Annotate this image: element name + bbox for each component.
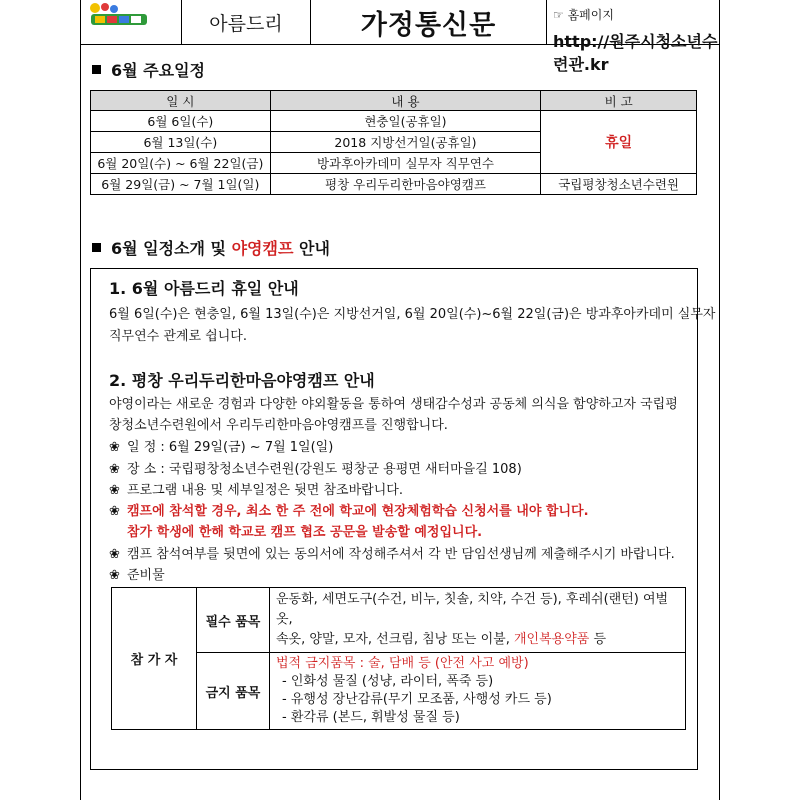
flower-bullet-icon: ❀ — [109, 568, 120, 583]
list-item — [109, 500, 589, 519]
program-line: 프로그램 내용 및 세부일정은 뒷면 참조바랍니다. — [127, 483, 403, 498]
section-title-notice — [92, 236, 330, 259]
supplies-table — [111, 587, 686, 730]
homepage-block — [547, 0, 719, 74]
list-item — [109, 436, 333, 455]
header-content: 내 용 — [270, 91, 541, 111]
notice-paragraph: 직무연수 관계로 쉽니다. — [109, 329, 247, 344]
square-bullet-icon — [92, 243, 101, 252]
schedule-line: 일 정 : 6월 29일(금) ~ 7월 1일(일) — [127, 440, 334, 455]
table-row — [112, 653, 686, 730]
table-header-row — [91, 91, 697, 111]
logo-image — [85, 2, 155, 26]
required-text: 등 — [589, 632, 607, 647]
list-item — [109, 543, 675, 562]
table-row — [91, 111, 697, 132]
notice-heading-2: 2. 평창 우리두리한마음야영캠프 안내 — [109, 371, 375, 390]
required-line: 운동화, 세면도구(수건, 비누, 칫솔, 치약, 수건 등), 후레쉬(랜턴) 여벌옷, — [276, 592, 669, 627]
location-line: 장 소 : 국립평창청소년수련원(강원도 평창군 용평면 새터마을길 108) — [127, 462, 522, 477]
warning-line: 캠프에 참석할 경우, 최소 한 주 전에 학교에 현장체험학습 신청서를 내야 합니다. — [127, 504, 589, 519]
row-content: 2018 지방선거일(공휴일) — [270, 132, 541, 153]
section-title-schedule — [92, 58, 205, 81]
homepage-url[interactable]: http://원주시청소년수련관.kr — [553, 32, 718, 74]
document-title: 가정통신문 — [311, 0, 547, 44]
holiday-note: 휴일 — [541, 111, 697, 174]
required-text: 속옷, 양말, 모자, 선크림, 침낭 또는 이불, — [276, 632, 514, 647]
row-date: 6월 6일(수) — [91, 111, 271, 132]
required-highlight: 개인복용약품 — [513, 632, 590, 647]
row-content: 방과후아카데미 실무자 직무연수 — [270, 153, 541, 174]
square-bullet-icon — [92, 65, 101, 74]
forbidden-line: - 환각류 (본드, 휘발성 물질 등) — [282, 710, 460, 725]
forbidden-line: - 유행성 장난감류(무기 모조품, 사행성 카드 등) — [282, 692, 552, 707]
notice-box — [90, 268, 716, 770]
row-date: 6월 20일(수) ~ 6월 22일(금) — [91, 153, 271, 174]
supplies-line: 준비물 — [127, 568, 165, 583]
notice-paragraph: 창청소년수련원에서 우리두리한마음야영캠프를 진행합니다. — [109, 418, 448, 433]
homepage-label: ☞ 홈페이지 — [553, 8, 614, 22]
flower-bullet-icon: ❀ — [109, 547, 120, 562]
required-label: 필수 품목 — [197, 588, 270, 653]
section-title-text: 6월 일정소개 및 — [111, 239, 232, 258]
row-date: 6월 13일(수) — [91, 132, 271, 153]
section-title-highlight: 야영캠프 — [231, 239, 294, 258]
forbidden-line: 법적 금지품목 : 술, 담배 등 (안전 사고 예방) — [276, 656, 529, 671]
list-item — [109, 458, 522, 477]
required-items — [270, 588, 686, 653]
table-row — [91, 174, 697, 195]
schedule-table — [90, 90, 697, 195]
section-title-text: 안내 — [293, 239, 330, 258]
org-name: 아름드리 — [182, 0, 311, 44]
forbidden-items — [270, 653, 686, 730]
participant-cell: 참 가 자 — [112, 588, 197, 730]
flower-bullet-icon: ❀ — [109, 440, 120, 455]
header-note: 비 고 — [541, 91, 697, 111]
required-line — [276, 630, 679, 650]
row-content: 현충일(공휴일) — [270, 111, 541, 132]
notice-paragraph: 야영이라는 새로운 경험과 다양한 야외활동을 통하여 생태감수성과 공동체 의식을 함양하고자 국립평 — [109, 397, 678, 412]
flower-bullet-icon: ❀ — [109, 462, 120, 477]
list-item — [109, 564, 165, 583]
section-title-text: 6월 주요일정 — [111, 61, 205, 80]
notice-heading-1: 1. 6월 아름드리 휴일 안내 — [109, 279, 299, 298]
consent-line: 캠프 참석여부를 뒷면에 있는 동의서에 작성해주셔서 각 반 담임선생님께 제출해주시기 바랍니다. — [127, 547, 675, 562]
list-item — [109, 479, 403, 498]
logo — [81, 0, 182, 44]
row-content: 평창 우리두리한마음야영캠프 — [270, 174, 541, 195]
forbidden-label: 금지 품목 — [197, 653, 270, 730]
table-row — [112, 588, 686, 653]
flower-bullet-icon: ❀ — [109, 504, 120, 519]
header-date: 일 시 — [91, 91, 271, 111]
flower-bullet-icon: ❀ — [109, 483, 120, 498]
row-note: 국립평창청소년수련원 — [541, 174, 697, 195]
notice-paragraph: 6월 6일(수)은 현충일, 6월 13일(수)은 지방선거일, 6월 20일(수)~6월 22일(금)은 방과후아카데미 실무자 — [109, 307, 716, 322]
warning-line: 참가 학생에 한해 학교로 캠프 협조 공문을 발송할 예정입니다. — [127, 525, 483, 540]
forbidden-line: - 인화성 물질 (성냥, 라이터, 폭죽 등) — [282, 674, 494, 689]
row-date: 6월 29일(금) ~ 7월 1일(일) — [91, 174, 271, 195]
